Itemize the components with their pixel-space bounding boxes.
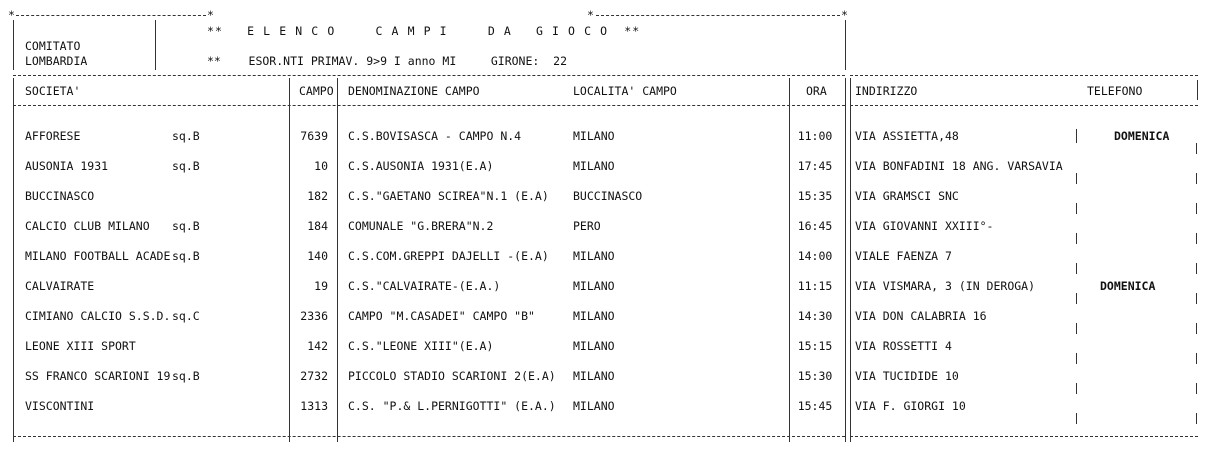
cell-localita: PERO: [573, 219, 601, 233]
address-row-marker: [1196, 293, 1197, 304]
cell-ora: 17:45: [797, 159, 833, 173]
cell-localita: MILANO: [573, 369, 615, 383]
cell-societa: VISCONTINI: [25, 399, 95, 413]
cell-denominazione: CAMPO "M.CASADEI" CAMPO "B": [348, 309, 535, 323]
cell-localita: MILANO: [573, 129, 615, 143]
cell-localita: MILANO: [573, 399, 615, 413]
document-title: ** E L E N C O C A M P I D A G I O C O **: [207, 24, 641, 38]
cell-telefono: DOMENICA: [1114, 129, 1170, 143]
cell-denominazione: C.S.COM.GREPPI DAJELLI -(E.A): [348, 249, 549, 263]
cell-ora: 16:45: [797, 219, 833, 233]
phone-col-marker: [1076, 263, 1077, 274]
phone-col-marker: [1076, 203, 1077, 214]
region-label: LOMBARDIA: [25, 54, 88, 68]
col-header-indirizzo: INDIRIZZO: [855, 84, 918, 98]
table-bottom-rule-left: [13, 436, 845, 437]
cell-indirizzo: VIA BONFADINI 18 ANG. VARSAVIA: [855, 159, 1063, 173]
address-row-marker: [1196, 323, 1197, 334]
address-row-marker: [1196, 413, 1197, 424]
col-header-campo: CAMPO: [299, 84, 334, 98]
cell-squad: sq.B: [172, 219, 200, 233]
title-top-rule-left: [16, 15, 206, 16]
cell-denominazione: C.S."LEONE XIII"(E.A): [348, 339, 494, 353]
cell-societa: MILANO FOOTBALL ACADE: [25, 249, 171, 263]
cell-squad: sq.B: [172, 369, 200, 383]
cell-ora: 15:45: [797, 399, 833, 413]
cell-ora: 11:15: [797, 279, 833, 293]
cell-societa: AFFORESE: [25, 129, 81, 143]
address-row-marker: [1196, 353, 1197, 364]
phone-col-marker: [1076, 413, 1077, 424]
phone-col-marker: [1076, 323, 1077, 334]
cell-societa: AUSONIA 1931: [25, 159, 109, 173]
table-left-border: [13, 78, 14, 442]
header-bottom-rule-right: [850, 105, 1198, 106]
cell-indirizzo: VIA GIOVANNI XXIII°-: [855, 219, 994, 233]
cell-ora: 15:15: [797, 339, 833, 353]
cell-campo: 140: [307, 249, 328, 263]
cell-ora: 15:35: [797, 189, 833, 203]
cell-indirizzo: VIA ROSSETTI 4: [855, 339, 952, 353]
phone-col-marker: [1076, 233, 1077, 244]
cell-denominazione: C.S.BOVISASCA - CAMPO N.4: [348, 129, 522, 143]
cell-squad: sq.B: [172, 249, 200, 263]
cell-squad: sq.C: [172, 309, 200, 323]
address-left-border: [850, 78, 851, 442]
title-box-right-border: [845, 20, 846, 70]
cell-ora: 15:30: [797, 369, 833, 383]
cell-campo: 2732: [300, 369, 328, 383]
phone-col-marker: [1076, 353, 1077, 364]
phone-col-marker: [1076, 383, 1077, 394]
cell-denominazione: C.S."CALVAIRATE-(E.A.): [348, 279, 501, 293]
col-sep-denominazione: [337, 78, 338, 442]
cell-indirizzo: VIA GRAMSCI SNC: [855, 189, 959, 203]
cell-campo: 142: [307, 339, 328, 353]
cell-denominazione: C.S. "P.& L.PERNIGOTTI" (E.A.): [348, 399, 556, 413]
cell-campo: 1313: [300, 399, 328, 413]
title-top-rule-right: [596, 15, 840, 16]
cell-campo: 7639: [300, 129, 328, 143]
col-header-telefono: TELEFONO: [1087, 84, 1143, 98]
phone-col-marker: [1076, 173, 1077, 184]
title-box-left-border: [13, 20, 14, 70]
cell-societa: LEONE XIII SPORT: [25, 339, 136, 353]
cell-ora: 14:30: [797, 309, 833, 323]
cell-campo: 19: [314, 279, 328, 293]
cell-societa: SS FRANCO SCARIONI 19: [25, 369, 171, 383]
cell-denominazione: COMUNALE "G.BRERA"N.2: [348, 219, 494, 233]
cell-indirizzo: VIA ASSIETTA,48: [855, 129, 959, 143]
cell-indirizzo: VIA DON CALABRIA 16: [855, 309, 987, 323]
cell-localita: MILANO: [573, 249, 615, 263]
cell-societa: CALCIO CLUB MILANO: [25, 219, 150, 233]
table-bottom-rule-right: [850, 436, 1198, 437]
cell-telefono: DOMENICA: [1100, 279, 1156, 293]
phone-col-marker: [1076, 129, 1077, 143]
cell-squad: sq.B: [172, 159, 200, 173]
col-header-societa: SOCIETA': [25, 84, 81, 98]
cell-denominazione: C.S."GAETANO SCIREA"N.1 (E.A): [348, 189, 549, 203]
cell-localita: MILANO: [573, 279, 615, 293]
cell-denominazione: C.S.AUSONIA 1931(E.A): [348, 159, 494, 173]
cell-campo: 184: [307, 219, 328, 233]
cell-indirizzo: VIALE FAENZA 7: [855, 249, 952, 263]
header-top-rule-left: [13, 75, 845, 76]
col-header-localita: LOCALITA' CAMPO: [573, 84, 677, 98]
title-box-divider: [155, 20, 156, 70]
cell-localita: MILANO: [573, 339, 615, 353]
address-row-marker: [1196, 203, 1197, 214]
address-header-right-border: [1197, 80, 1198, 100]
cell-indirizzo: VIA TUCIDIDE 10: [855, 369, 959, 383]
cell-societa: CIMIANO CALCIO S.S.D.: [25, 309, 171, 323]
cell-campo: 182: [307, 189, 328, 203]
category-girone-line: ** ESOR.NTI PRIMAV. 9>9 I anno MI GIRONE: 22: [207, 54, 568, 68]
cell-denominazione: PICCOLO STADIO SCARIONI 2(E.A): [348, 369, 556, 383]
corner-star-left: *: [8, 8, 15, 22]
committee-label: COMITATO: [25, 39, 81, 53]
cell-campo: 2336: [300, 309, 328, 323]
address-row-marker: [1196, 143, 1197, 154]
cell-indirizzo: VIA VISMARA, 3 (IN DEROGA): [855, 279, 1036, 293]
cell-societa: BUCCINASCO: [25, 189, 95, 203]
phone-col-marker: [1076, 293, 1077, 304]
cell-campo: 10: [314, 159, 328, 173]
header-bottom-rule-left: [13, 105, 845, 106]
col-sep-right: [845, 78, 846, 442]
cell-squad: sq.B: [172, 129, 200, 143]
corner-star-mid-left: *: [207, 8, 214, 22]
corner-star-mid-right: *: [587, 8, 594, 22]
corner-star-right: *: [841, 8, 848, 22]
col-header-ora: ORA: [806, 84, 827, 98]
address-row-marker: [1196, 233, 1197, 244]
cell-ora: 14:00: [797, 249, 833, 263]
address-row-marker: [1196, 383, 1197, 394]
cell-indirizzo: VIA F. GIORGI 10: [855, 399, 966, 413]
address-row-marker: [1196, 173, 1197, 184]
header-top-rule-right: [850, 75, 1198, 76]
col-header-denominazione: DENOMINAZIONE CAMPO: [348, 84, 480, 98]
address-row-marker: [1196, 263, 1197, 274]
cell-ora: 11:00: [797, 129, 833, 143]
cell-localita: MILANO: [573, 159, 615, 173]
cell-localita: BUCCINASCO: [573, 189, 643, 203]
cell-societa: CALVAIRATE: [25, 279, 95, 293]
cell-localita: MILANO: [573, 309, 615, 323]
